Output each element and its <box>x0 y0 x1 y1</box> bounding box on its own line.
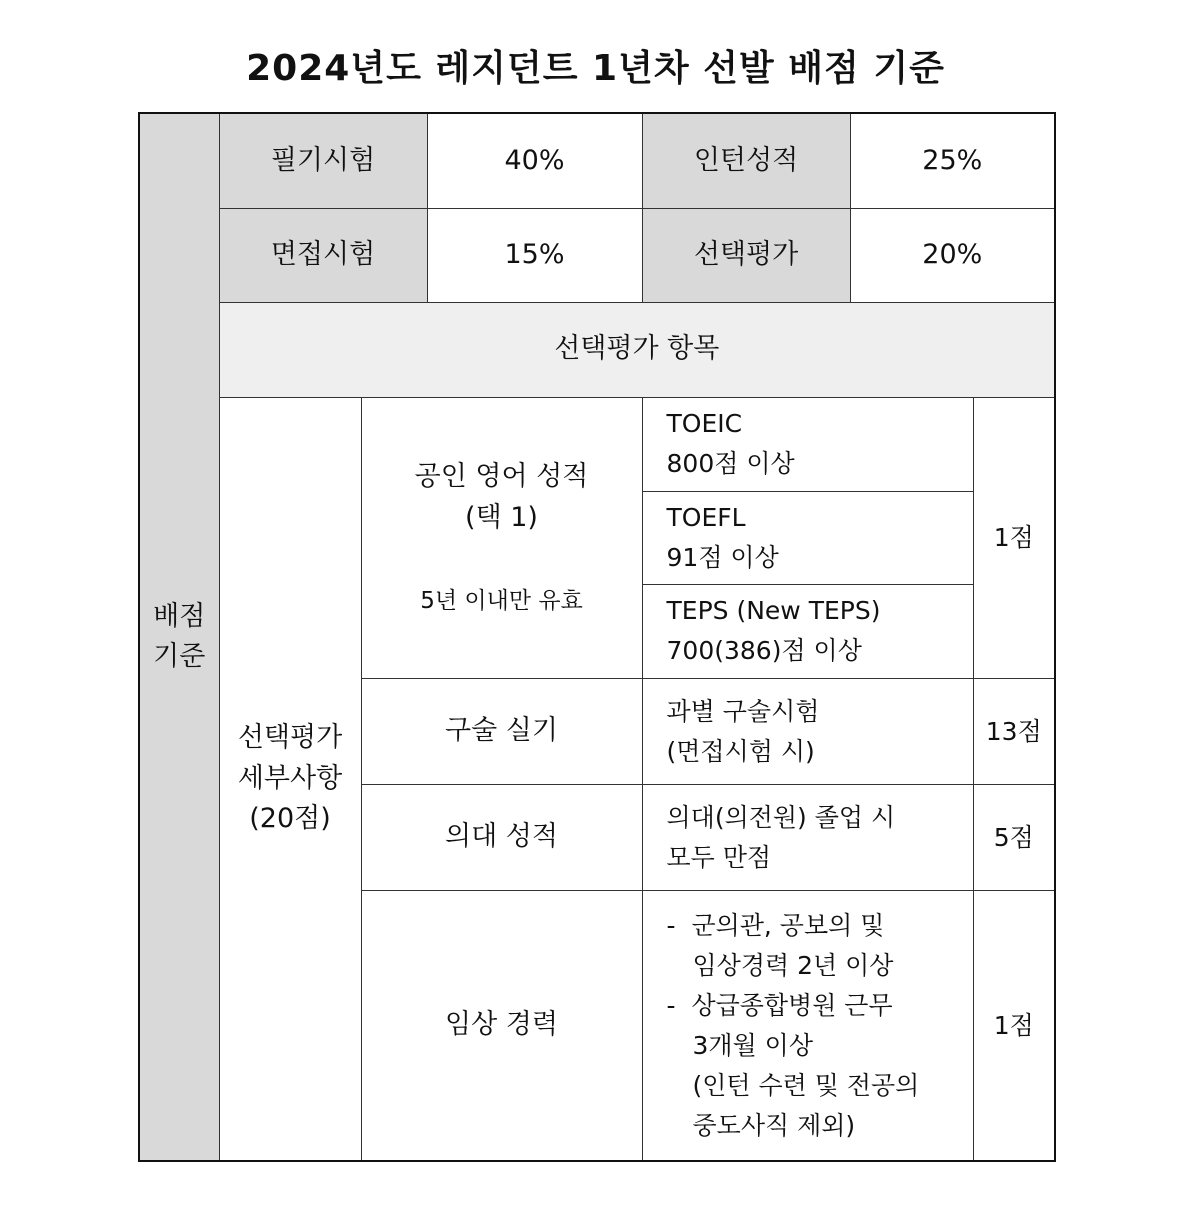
weight-value-written-exam: 40% <box>427 113 642 208</box>
clinical-item-1-continued: 임상경력 2년 이상 <box>692 950 894 980</box>
toeic-criterion: 800점 이상 <box>666 449 795 479</box>
weight-value-interview: 15% <box>427 208 642 302</box>
toefl-criterion: 91점 이상 <box>666 542 779 572</box>
clinical-points: 1점 <box>973 891 1055 1161</box>
english-category <box>361 397 642 678</box>
clinical-item-2: - 상급종합병원 근무 <box>666 990 893 1020</box>
toefl-name: TOEFL <box>666 502 746 532</box>
med-school-category: 의대 성적 <box>361 785 642 891</box>
weight-label-intern-grade: 인턴성적 <box>642 113 850 208</box>
clinical-item-1: - 군의관, 공보의 및 <box>666 910 885 940</box>
toeic-name: TOEIC <box>666 409 743 439</box>
row-header-scoring-criteria: 배점 기준 <box>139 113 219 1161</box>
teps-option <box>642 584 973 678</box>
clinical-category: 임상 경력 <box>361 891 642 1161</box>
med-school-detail: 의대(의전원) 졸업 시 모두 만점 <box>642 785 973 891</box>
weight-label-written-exam: 필기시험 <box>219 113 427 208</box>
page-title: 2024년도 레지던트 1년차 선발 배점 기준 <box>246 48 945 89</box>
weight-value-intern-grade: 25% <box>850 113 1055 208</box>
oral-category: 구술 실기 <box>361 678 642 784</box>
english-validity-note: 5년 이내만 유효 <box>420 588 583 615</box>
weight-value-elective: 20% <box>850 208 1055 302</box>
teps-criterion: 700(386)점 이상 <box>666 636 862 666</box>
toeic-option <box>642 397 973 491</box>
english-points: 1점 <box>973 397 1055 678</box>
oral-detail: 과별 구술시험 (면접시험 시) <box>642 678 973 784</box>
weight-label-interview: 면접시험 <box>219 208 427 302</box>
english-category-label: 공인 영어 성적 (택 1) <box>414 461 589 533</box>
details-header: 선택평가 세부사항 (20점) <box>219 397 361 1161</box>
toefl-option <box>642 491 973 584</box>
clinical-detail <box>642 891 973 1161</box>
teps-name: TEPS (New TEPS) <box>666 596 881 626</box>
section-header-elective-items: 선택평가 항목 <box>219 302 1055 397</box>
weight-label-elective: 선택평가 <box>642 208 850 302</box>
oral-points: 13점 <box>973 678 1055 784</box>
clinical-item-2-continued: 3개월 이상 (인턴 수련 및 전공의 중도사직 제외) <box>692 1030 920 1140</box>
scoring-table <box>138 112 1056 1162</box>
med-school-points: 5점 <box>973 785 1055 891</box>
